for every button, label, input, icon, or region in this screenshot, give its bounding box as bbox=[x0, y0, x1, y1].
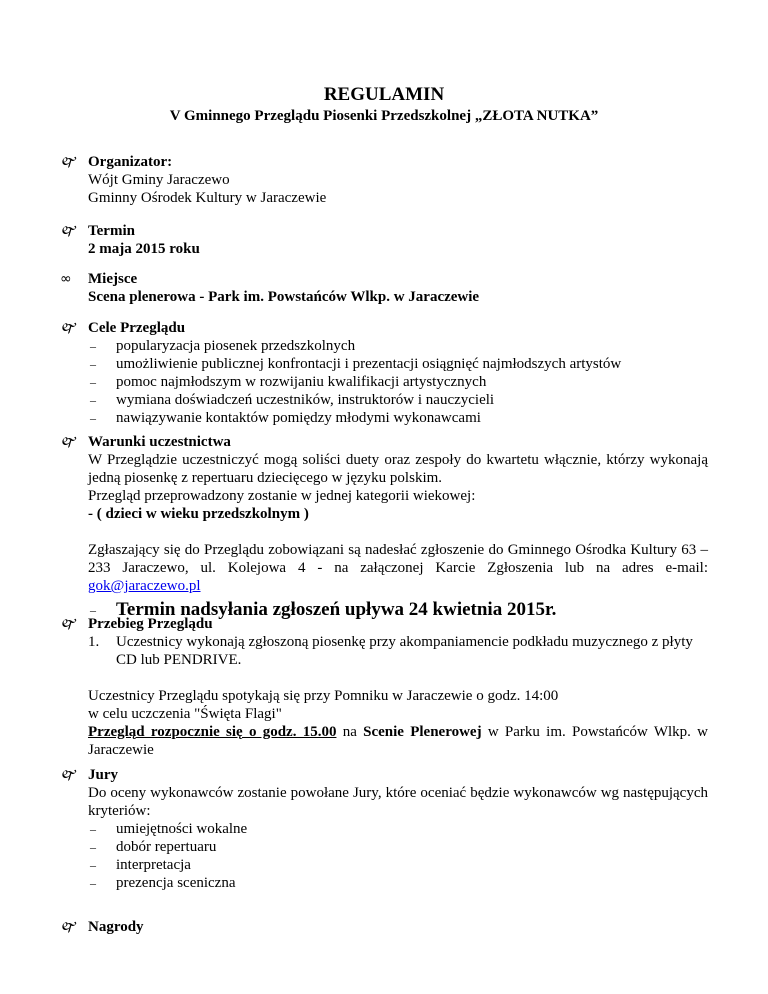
organizer-line: Gminny Ośrodek Kultury w Jaraczewie bbox=[88, 190, 327, 206]
paragraph: w celu uczczenia "Święta Flagi" bbox=[88, 706, 282, 722]
section-jury bbox=[60, 766, 708, 892]
section-heading: Jury bbox=[88, 767, 118, 783]
hand-bullet-icon: 🙰 bbox=[60, 434, 78, 450]
dash-bullet: – bbox=[90, 603, 96, 617]
list-item: – pomoc najmłodszym w rozwijaniu kwalifikacji artystycznych bbox=[90, 374, 487, 390]
document-subtitle: V Gminnego Przeglądu Piosenki Przedszkolnej „ZŁOTA NUTKA” bbox=[169, 108, 599, 124]
dash-bullet: – bbox=[90, 411, 96, 425]
numbered-item: 1. Uczestnicy wykonają zgłoszoną piosenkę przy akompaniamencie podkładu muzycznego z płyty CD lub PENDRIVE. bbox=[88, 634, 693, 668]
list-item: – umożliwienie publicznej konfrontacji i prezentacji osiągnięć najmłodszych artystów bbox=[90, 356, 622, 372]
hand-bullet-icon: 🙰 bbox=[60, 154, 78, 170]
hand-bullet-icon: 🙰 bbox=[60, 767, 78, 783]
section-przebieg bbox=[60, 615, 708, 759]
dash-bullet: – bbox=[90, 339, 96, 353]
list-item: – popularyzacja piosenek przedszkolnych bbox=[90, 338, 356, 354]
paragraph: W Przeglądzie uczestniczyć mogą soliści duety oraz zespoły do kwartetu włącznie, którzy wykonają jedną piosenkę z repertuaru dziecięcego w języku polskim. bbox=[88, 452, 708, 486]
list-item: – dobór repertuaru bbox=[90, 839, 217, 855]
dash-bullet: – bbox=[90, 858, 96, 872]
event-place: Scena plenerowa - Park im. Powstańców Wlkp. w Jaraczewie bbox=[88, 289, 480, 305]
dash-bullet: – bbox=[90, 357, 96, 371]
section-heading: Nagrody bbox=[88, 919, 144, 935]
start-time: Przegląd rozpocznie się o godz. 15.00 bbox=[88, 724, 337, 740]
age-category: - ( dzieci w wieku przedszkolnym ) bbox=[88, 506, 309, 522]
section-miejsce bbox=[60, 270, 708, 306]
section-nagrody bbox=[60, 918, 708, 936]
organizer-line: Wójt Gminy Jaraczewo bbox=[88, 172, 230, 188]
dash-bullet: – bbox=[90, 393, 96, 407]
hand-bullet-icon: 🙰 bbox=[60, 223, 78, 239]
email-link[interactable]: gok@jaraczewo.pl bbox=[88, 578, 201, 594]
list-item: – nawiązywanie kontaktów pomiędzy młodymi wykonawcami bbox=[90, 410, 481, 426]
section-warunki bbox=[60, 433, 708, 622]
hand-bullet-icon: 🙰 bbox=[60, 919, 78, 935]
event-date: 2 maja 2015 roku bbox=[88, 241, 200, 257]
paragraph: Przegląd rozpocznie się o godz. 15.00 na Scenie Plenerowej w Parku im. Powstańców Wlkp. w Jaraczewie bbox=[88, 724, 708, 758]
section-organizator bbox=[60, 153, 708, 207]
list-item: – umiejętności wokalne bbox=[90, 821, 248, 837]
deadline-text: Termin nadsyłania zgłoszeń upływa 24 kwietnia 2015r. bbox=[116, 599, 557, 620]
section-termin bbox=[60, 222, 708, 258]
paragraph: Uczestnicy Przeglądu spotykają się przy Pomniku w Jaraczewie o godz. 14:00 bbox=[88, 688, 559, 704]
paragraph: Przegląd przeprowadzony zostanie w jednej kategorii wiekowej: bbox=[88, 488, 476, 504]
list-item: – prezencja sceniczna bbox=[90, 875, 236, 891]
document-title: REGULAMIN bbox=[323, 84, 445, 105]
start-place: Scenie Plenerowej bbox=[363, 724, 482, 740]
dash-bullet: – bbox=[90, 876, 96, 890]
section-heading: Warunki uczestnictwa bbox=[88, 434, 231, 450]
section-heading: Przebieg Przeglądu bbox=[88, 616, 213, 632]
hand-bullet-icon: 🙰 bbox=[60, 616, 78, 632]
dash-bullet: – bbox=[90, 822, 96, 836]
dash-bullet: – bbox=[90, 375, 96, 389]
hand-bullet-icon: 🙰 bbox=[60, 320, 78, 336]
section-heading: Cele Przeglądu bbox=[88, 320, 186, 336]
list-item: – interpretacja bbox=[90, 857, 191, 873]
list-item: – wymiana doświadczeń uczestników, instruktorów i nauczycieli bbox=[90, 392, 495, 408]
section-heading: Termin bbox=[88, 223, 135, 239]
item-number: 1. bbox=[88, 634, 100, 650]
section-heading: Organizator: bbox=[88, 154, 173, 170]
dash-bullet: – bbox=[90, 840, 96, 854]
section-cele bbox=[60, 319, 708, 427]
paragraph: Do oceny wykonawców zostanie powołane Jury, które oceniać będzie wykonawców wg następujących kryteriów: bbox=[88, 785, 708, 819]
infinity-bullet-icon: ∞ bbox=[60, 271, 72, 287]
paragraph: Zgłaszający się do Przeglądu zobowiązani są nadesłać zgłoszenie do Gminnego Ośrodka Kultury 63 – 233 Jaraczewo, ul. Kolejowa 4 - na załączonej Karcie Zgłoszenia lub na adres e-mail: gok@jaraczewo.pl bbox=[88, 542, 708, 594]
section-heading: Miejsce bbox=[88, 271, 138, 287]
